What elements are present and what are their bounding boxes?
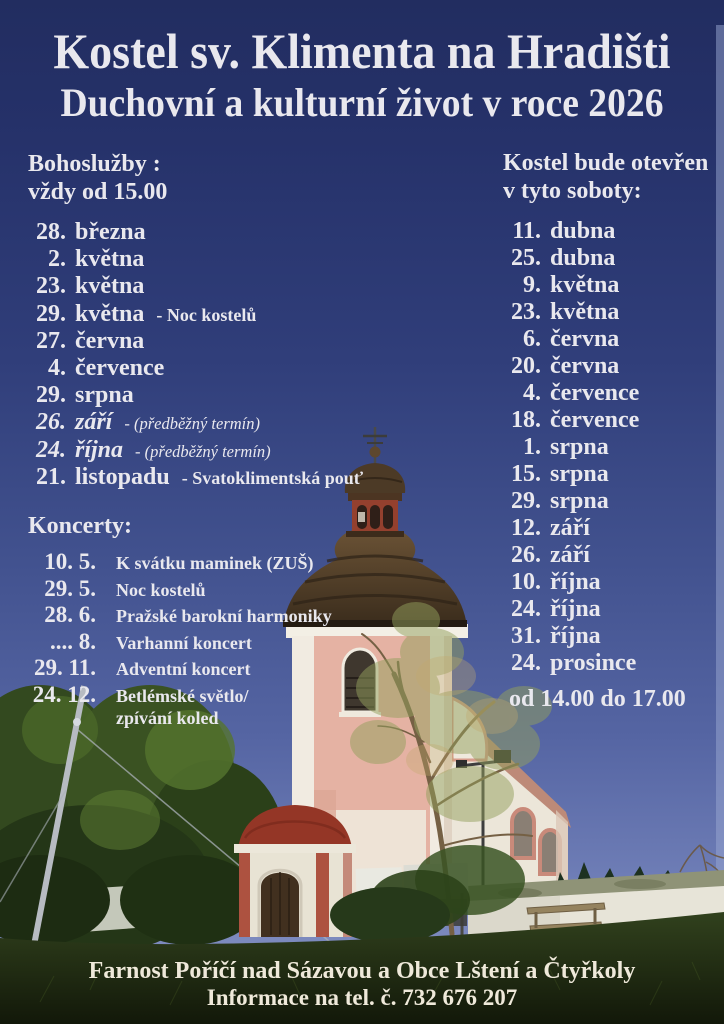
open-day-day: 26.	[511, 542, 541, 568]
service-note: - Noc kostelů	[156, 304, 257, 325]
concert-row	[28, 576, 332, 603]
service-day: 29.	[36, 300, 66, 327]
tower-lantern	[346, 493, 404, 537]
concert-row	[28, 602, 332, 629]
service-month: října	[75, 436, 124, 463]
open-day-row	[503, 515, 708, 542]
concert-row	[28, 549, 332, 576]
service-month: srpna	[75, 382, 134, 409]
service-note: - (předběžný termín)	[124, 414, 260, 434]
service-day: 2.	[48, 246, 66, 273]
service-date-row	[28, 219, 363, 246]
open-day-month: dubna	[550, 218, 616, 244]
service-date-row	[28, 273, 363, 300]
service-month: května	[75, 300, 145, 327]
poster-header	[0, 22, 724, 126]
open-day-day: 10.	[511, 569, 541, 595]
service-day: 23.	[36, 273, 66, 300]
open-day-day: 24.	[511, 650, 541, 676]
service-day: 28.	[36, 219, 66, 245]
concert-date: 10. 5.	[44, 549, 96, 574]
open-days-heading-line1: Kostel bude otevřen	[503, 150, 709, 176]
footer-line2: Informace na tel. č. 732 676 207	[206, 985, 518, 1010]
open-day-row	[503, 326, 708, 353]
open-day-row	[503, 542, 708, 569]
open-day-row	[503, 650, 708, 677]
open-day-day: 31.	[511, 623, 541, 649]
concert-row	[28, 682, 332, 709]
service-day: 21.	[36, 463, 66, 490]
service-date-row	[28, 355, 363, 382]
poster-footer	[0, 958, 724, 1011]
open-day-day: 4.	[523, 380, 541, 406]
open-day-month: července	[550, 380, 640, 406]
service-day: 27.	[36, 327, 66, 354]
concerts-heading: Koncerty:	[28, 513, 132, 539]
concerts-section	[28, 512, 332, 735]
open-days-heading-line2: v tyto soboty:	[503, 178, 642, 204]
open-day-month: července	[550, 407, 640, 433]
open-day-row	[503, 596, 708, 623]
open-day-month: srpna	[550, 461, 609, 487]
open-day-month: října	[550, 596, 601, 622]
open-day-month: října	[550, 569, 601, 595]
services-date-list	[28, 219, 363, 491]
concert-title: K svátku maminek (ZUŠ)	[116, 553, 314, 573]
service-month: září	[75, 409, 113, 436]
services-heading-line2: vždy od 15.00	[28, 179, 168, 205]
open-day-row	[503, 380, 708, 407]
service-date-row	[28, 437, 363, 464]
open-day-month: září	[550, 515, 590, 541]
open-day-month: prosince	[550, 650, 637, 676]
open-days-list	[503, 218, 708, 677]
open-day-row	[503, 353, 708, 380]
open-day-day: 23.	[511, 299, 541, 325]
concert-date: 29. 5.	[44, 575, 96, 601]
service-date-row	[28, 301, 363, 328]
service-date-row	[28, 246, 363, 273]
poster-subtitle: Duchovní a kulturní život v roce 2026	[60, 80, 664, 125]
concert-date: 28. 6.	[44, 602, 96, 627]
service-month: května	[75, 246, 145, 273]
open-day-row	[503, 245, 708, 272]
concert-row	[28, 655, 332, 682]
open-day-day: 12.	[511, 515, 541, 541]
service-month: června	[75, 327, 145, 354]
concert-date: .... 8.	[50, 628, 96, 654]
service-month: července	[75, 354, 165, 381]
open-day-day: 20.	[511, 353, 541, 379]
service-month: listopadu	[75, 463, 170, 490]
service-day: 26.	[36, 409, 66, 436]
footer-line1: Farnost Poříčí nad Sázavou a Obce Lštení a Čtyřkoly	[88, 958, 636, 984]
open-day-day: 1.	[523, 434, 541, 460]
service-day: 24.	[36, 436, 66, 463]
concert-row	[28, 708, 332, 735]
concert-date: 24. 12.	[32, 681, 96, 707]
open-day-month: dubna	[550, 245, 616, 271]
open-day-day: 6.	[523, 326, 541, 352]
open-days-section	[503, 149, 708, 713]
concert-date: 29. 11.	[34, 655, 96, 680]
open-day-day: 24.	[511, 596, 541, 622]
open-day-day: 11.	[512, 218, 541, 244]
concert-row	[28, 629, 332, 656]
service-day: 4.	[48, 354, 66, 381]
concerts-list	[28, 549, 332, 735]
open-day-month: června	[550, 326, 620, 352]
open-day-month: května	[550, 272, 620, 298]
concert-title: Varhanní koncert	[116, 632, 252, 653]
open-day-month: května	[550, 299, 620, 325]
open-day-month: srpna	[550, 434, 609, 460]
open-day-row	[503, 461, 708, 488]
open-day-day: 29.	[511, 488, 541, 514]
open-day-month: srpna	[550, 488, 609, 514]
services-heading-line1: Bohoslužby :	[28, 151, 161, 177]
open-day-row	[503, 623, 708, 650]
open-day-row	[503, 272, 708, 299]
open-day-month: října	[550, 623, 601, 649]
service-month: března	[75, 219, 146, 245]
concert-title: Betlémské světlo/	[116, 685, 249, 706]
open-day-month: září	[550, 542, 590, 568]
open-day-row	[503, 488, 708, 515]
concert-title: Noc kostelů	[116, 579, 206, 600]
service-date-row	[28, 328, 363, 355]
open-day-row	[503, 407, 708, 434]
service-note: - (předběžný termín)	[135, 441, 271, 461]
open-day-row	[503, 299, 708, 326]
poster-title: Kostel sv. Klimenta na Hradišti	[53, 23, 671, 79]
open-hours: od 14.00 do 17.00	[509, 686, 686, 712]
service-date-row	[28, 382, 363, 409]
open-day-day: 18.	[511, 407, 541, 433]
concert-title: Pražské barokní harmoniky	[116, 606, 332, 626]
open-day-row	[503, 569, 708, 596]
open-day-day: 25.	[511, 245, 541, 271]
open-day-row	[503, 218, 708, 245]
concert-title: Adventní koncert	[116, 659, 251, 679]
service-day: 29.	[36, 382, 66, 409]
open-day-month: června	[550, 353, 620, 379]
open-day-day: 9.	[523, 272, 541, 298]
service-note: - Svatoklimentská pouť	[181, 467, 364, 488]
open-day-day: 15.	[511, 461, 541, 487]
service-month: května	[75, 273, 145, 300]
services-section	[28, 150, 363, 491]
service-date-row	[28, 409, 363, 436]
concert-title: zpívání koled	[116, 708, 219, 728]
open-day-row	[503, 434, 708, 461]
service-date-row	[28, 464, 363, 491]
